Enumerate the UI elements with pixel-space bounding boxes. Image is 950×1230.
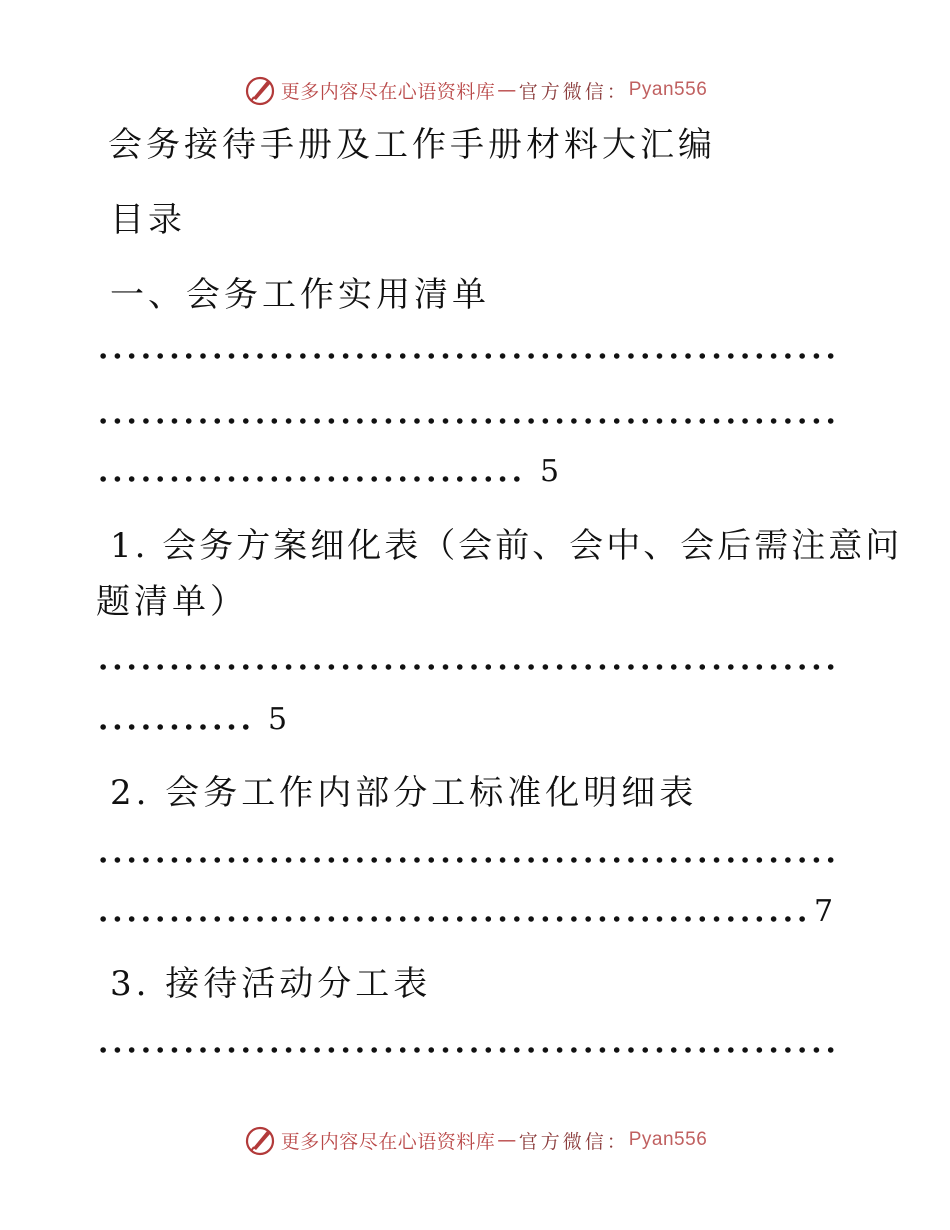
quill-logo-icon (243, 1123, 277, 1157)
toc-entry-1-label: 一、会务工作实用清单 (110, 275, 490, 315)
toc-heading: 目录 (110, 200, 186, 240)
toc-entry-1-page: 5 (540, 454, 560, 489)
toc-entry-3-page: 7 (814, 894, 834, 929)
watermark-separator: — (497, 79, 517, 101)
watermark-official-label: 官方微信： (518, 1130, 629, 1153)
toc-dot-leader (96, 664, 838, 670)
toc-entry-2-label-line2: 题清单） (96, 582, 248, 622)
footer-watermark (0, 1120, 950, 1160)
watermark-wechat-id: Pyan556 (628, 79, 708, 100)
toc-dot-leader (96, 476, 526, 482)
watermark-wechat-id: Pyan556 (628, 1129, 708, 1150)
toc-entry-3-label: 2. 会务工作内部分工标准化明细表 (110, 773, 698, 813)
toc-dot-leader (96, 1047, 838, 1053)
toc-dot-leader (96, 353, 838, 359)
toc-dot-leader (96, 724, 256, 730)
toc-dot-leader (96, 418, 838, 424)
document-title: 会务接待手册及工作手册材料大汇编 (108, 125, 716, 165)
toc-dot-leader (96, 857, 838, 863)
header-watermark (0, 70, 950, 110)
toc-entry-4-label: 3. 接待活动分工表 (110, 964, 432, 1004)
quill-logo-icon (243, 73, 277, 107)
toc-entry-2-page: 5 (268, 702, 288, 737)
toc-dot-leader (96, 916, 806, 922)
watermark-official-label: 官方微信： (518, 80, 629, 103)
watermark-separator: — (497, 1129, 517, 1151)
toc-entry-2-label-line1: 1. 会务方案细化表（会前、会中、会后需注意问 (110, 526, 903, 566)
watermark-text: 更多内容尽在心语资料库 (280, 80, 496, 103)
watermark-text: 更多内容尽在心语资料库 (280, 1130, 496, 1153)
